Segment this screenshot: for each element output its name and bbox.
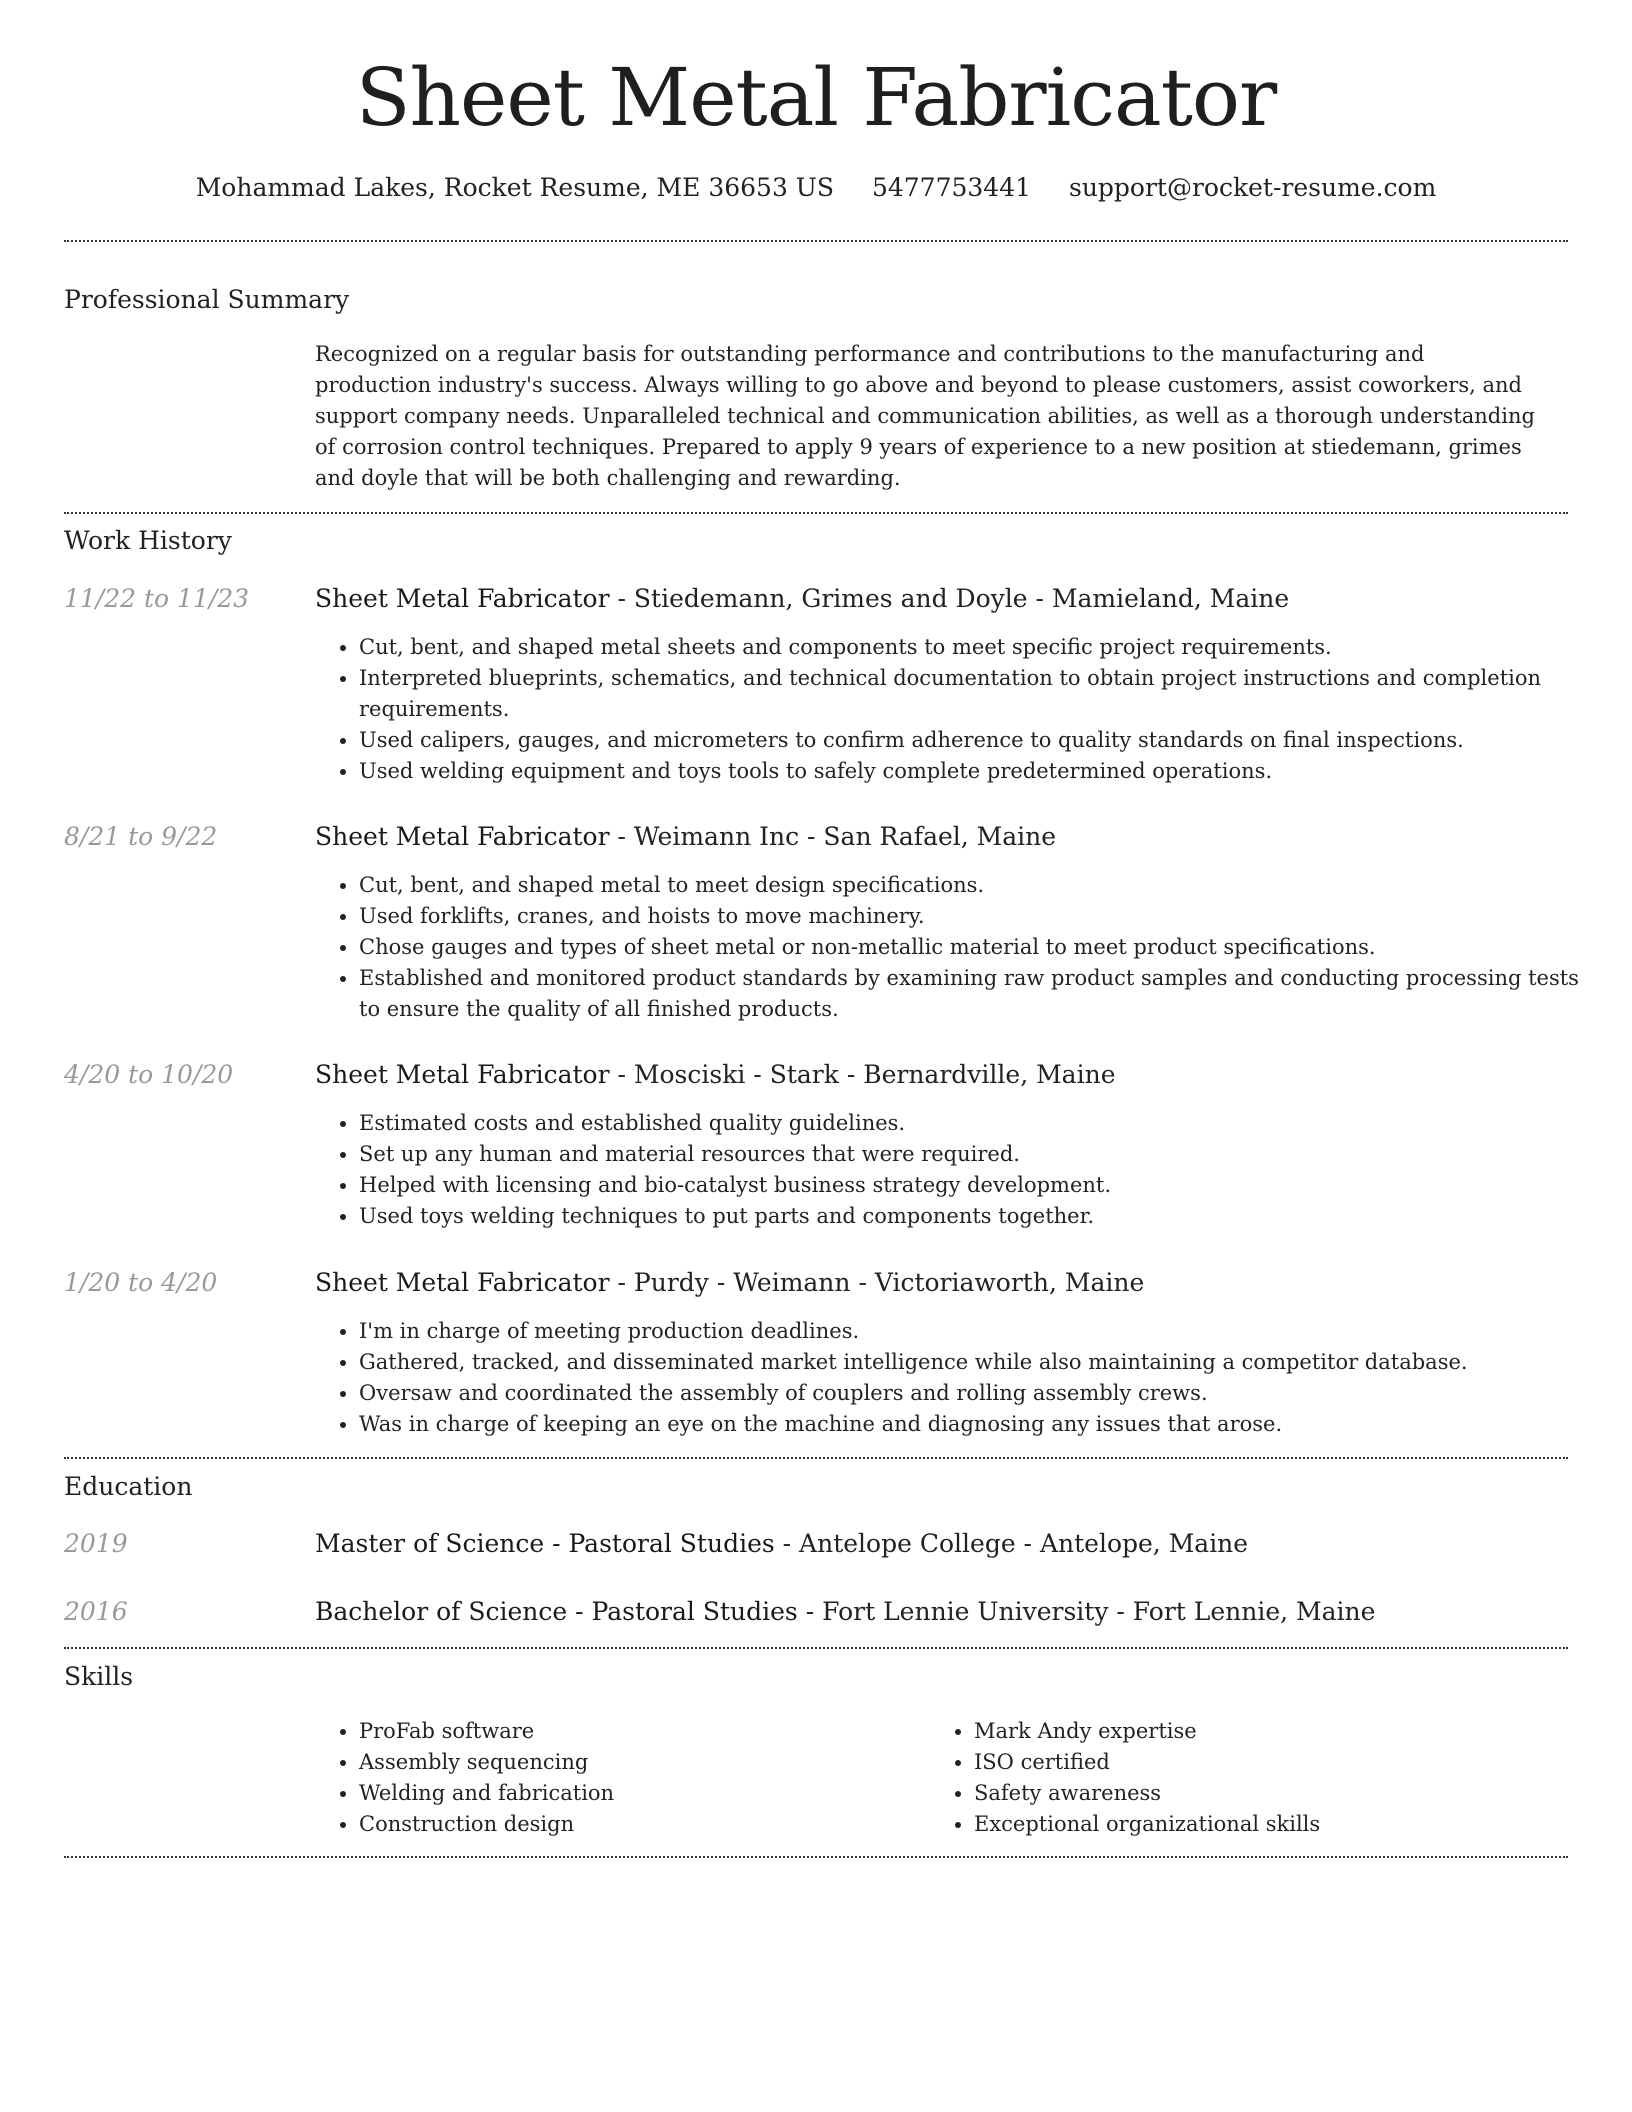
list-item: • Welding and fabrication [359, 1778, 919, 1809]
job-employer: - Weimann Inc - San Rafael, Maine [609, 822, 1057, 851]
list-item: • Used toys welding techniques to put parts and components together. [359, 1201, 1599, 1232]
divider [64, 512, 1568, 514]
list-item: • Used forklifts, cranes, and hoists to move machinery. [359, 901, 1599, 932]
list-item: • Used welding equipment and toys tools to safely complete predetermined operations. [359, 756, 1599, 787]
list-item: • Assembly sequencing [359, 1747, 919, 1778]
job-heading [315, 820, 1056, 854]
job-heading [315, 582, 1289, 616]
job-role: Sheet Metal Fabricator [315, 822, 610, 851]
job-bullets [315, 1316, 1599, 1440]
education-school: - Antelope College - Antelope, Maine [774, 1529, 1249, 1558]
job-employer: - Mosciski - Stark - Bernardville, Maine [609, 1060, 1116, 1089]
list-item: • Cut, bent, and shaped metal sheets and components to meet specific project requirements. [359, 632, 1599, 663]
list-item: • Cut, bent, and shaped metal to meet design specifications. [359, 870, 1599, 901]
section-title-work: Work History [64, 526, 232, 555]
list-item: • Oversaw and coordinated the assembly of couplers and rolling assembly crews. [359, 1378, 1599, 1409]
summary-text: Recognized on a regular basis for outstanding performance and contributions to the manufacturing and production industry's success. Always willing to go above and beyond to please customers, assist coworkers, and support company needs. Unparalleled technical and communication abilities, as well as a thorough understanding of corrosion control techniques. Prepared to apply 9 years of experience to a new position at stiedemann, grimes and doyle that will be both challenging and rewarding. [315, 342, 1535, 490]
job-dates: 11/22 to 11/23 [64, 584, 250, 613]
address-text: Mohammad Lakes, Rocket Resume, ME 36653 US [195, 173, 835, 202]
education-entry [315, 1595, 1375, 1629]
list-item: • Was in charge of keeping an eye on the machine and diagnosing any issues that arose. [359, 1409, 1599, 1440]
job-role: Sheet Metal Fabricator [315, 584, 610, 613]
list-item: • Estimated costs and established quality guidelines. [359, 1108, 1599, 1139]
list-item: • Interpreted blueprints, schematics, and technical documentation to obtain project instructions and completion requirements. [359, 663, 1599, 725]
education-degree: Master of Science - Pastoral Studies [315, 1529, 775, 1558]
skills-list-right [930, 1716, 1574, 1840]
section-title-summary: Professional Summary [64, 285, 350, 314]
list-item: • Safety awareness [974, 1778, 1574, 1809]
job-bullets [315, 632, 1599, 787]
education-degree: Bachelor of Science - Pastoral Studies [315, 1597, 798, 1626]
job-heading [315, 1058, 1115, 1092]
list-item: • Set up any human and material resources that were required. [359, 1139, 1599, 1170]
section-title-skills: Skills [64, 1662, 134, 1691]
list-item: • Chose gauges and types of sheet metal or non-metallic material to meet product specifications. [359, 932, 1599, 963]
job-bullets [315, 1108, 1599, 1232]
education-year: 2019 [64, 1529, 128, 1558]
job-dates: 1/20 to 4/20 [64, 1268, 218, 1297]
skills-list-left [315, 1716, 919, 1840]
divider [64, 1856, 1568, 1858]
job-employer: - Purdy - Weimann - Victoriaworth, Maine [609, 1268, 1145, 1297]
list-item: • Helped with licensing and bio-catalyst business strategy development. [359, 1170, 1599, 1201]
list-item: • Established and monitored product standards by examining raw product samples and conducting processing tests to ensure the quality of all finished products. [359, 963, 1599, 1025]
phone-text: 5477753441 [871, 173, 1032, 202]
divider [64, 1647, 1568, 1649]
list-item: • Gathered, tracked, and disseminated market intelligence while also maintaining a competitor database. [359, 1347, 1599, 1378]
section-title-education: Education [64, 1472, 193, 1501]
job-employer: - Stiedemann, Grimes and Doyle - Mamieland, Maine [609, 584, 1290, 613]
list-item: • ProFab software [359, 1716, 919, 1747]
email-text: support@rocket-resume.com [1068, 173, 1437, 202]
job-bullets [315, 870, 1599, 1025]
list-item: • I'm in charge of meeting production deadlines. [359, 1316, 1599, 1347]
resume-title: Sheet Metal Fabricator [355, 51, 1277, 144]
list-item: • Mark Andy expertise [974, 1716, 1574, 1747]
education-school: - Fort Lennie University - Fort Lennie, Maine [797, 1597, 1376, 1626]
contact-line [0, 170, 1632, 206]
job-dates: 8/21 to 9/22 [64, 822, 218, 851]
divider [64, 240, 1568, 242]
job-dates: 4/20 to 10/20 [64, 1060, 234, 1089]
divider [64, 1457, 1568, 1459]
job-role: Sheet Metal Fabricator [315, 1268, 610, 1297]
job-role: Sheet Metal Fabricator [315, 1060, 610, 1089]
list-item: • Exceptional organizational skills [974, 1809, 1574, 1840]
job-heading [315, 1266, 1144, 1300]
list-item: • ISO certified [974, 1747, 1574, 1778]
education-entry [315, 1527, 1248, 1561]
list-item: • Used calipers, gauges, and micrometers to confirm adherence to quality standards on final inspections. [359, 725, 1599, 756]
education-year: 2016 [64, 1597, 128, 1626]
list-item: • Construction design [359, 1809, 919, 1840]
